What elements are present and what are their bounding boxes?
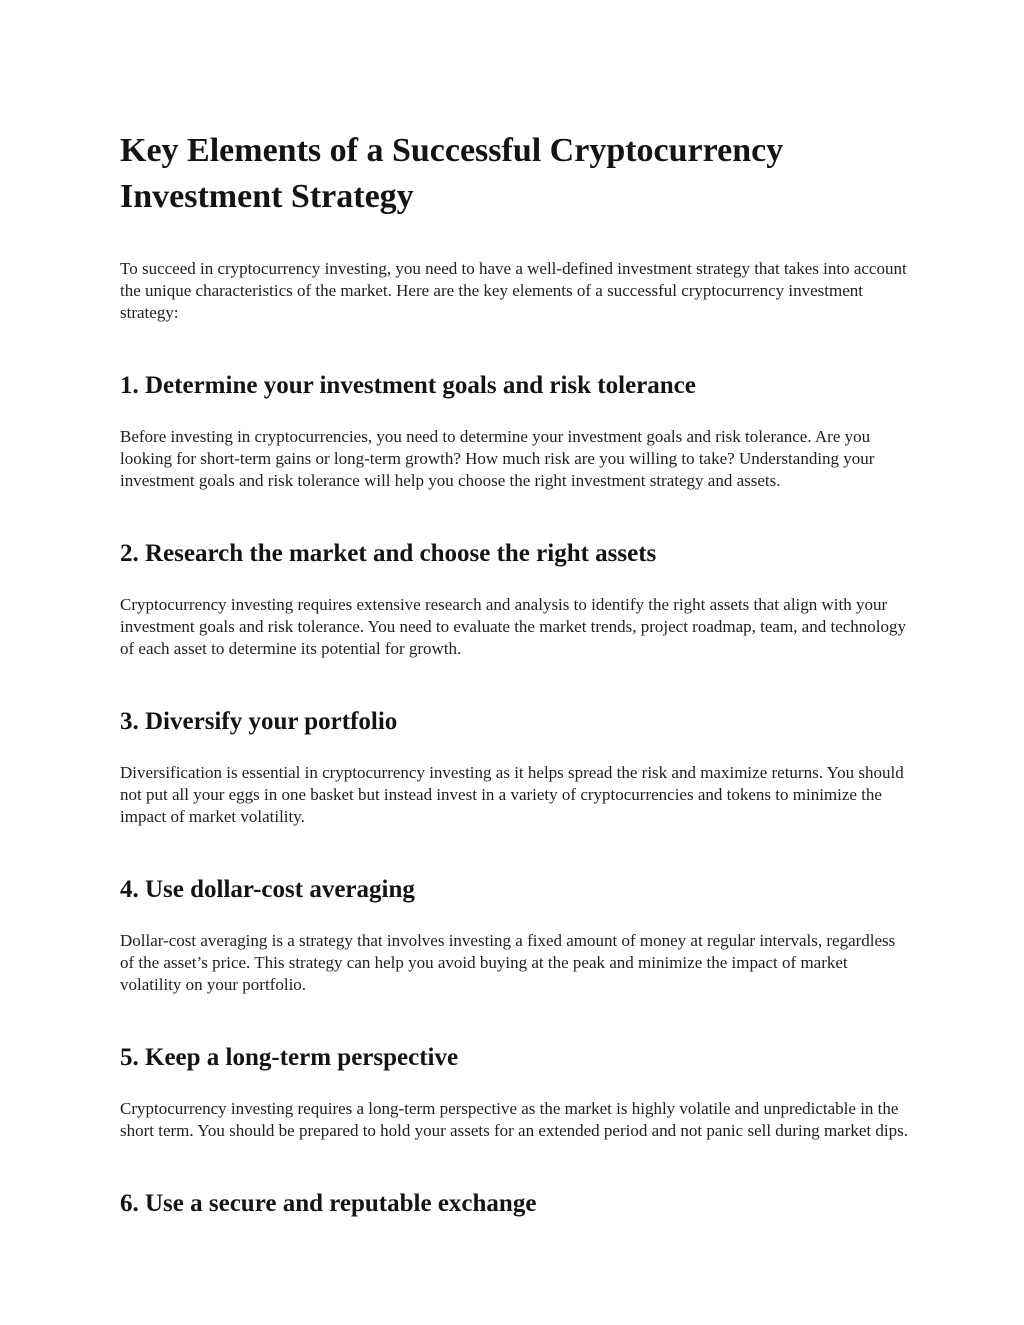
- section-heading: 2. Research the market and choose the right assets: [120, 540, 657, 567]
- section-body: Diversification is essential in cryptocurrency investing as it helps spread the risk and maximize returns. You should not put all your eggs in one basket but instead invest in a variety of cryptocurrencies and tokens to minimize the impact of market volatility.: [120, 763, 904, 826]
- section-long-term: [120, 1042, 910, 1142]
- section-body: Dollar-cost averaging is a strategy that involves investing a fixed amount of money at regular intervals, regardless of the asset’s price. This strategy can help you avoid buying at the peak and minimize the impact of market volatility on your portfolio.: [120, 931, 896, 994]
- section-diversify: [120, 706, 910, 828]
- section-goals: [120, 370, 910, 492]
- intro-paragraph: To succeed in cryptocurrency investing, you need to have a well-defined investment strategy that takes into account the unique characteristics of the market. Here are the key elements of a successful cryptocurrency investment strategy:: [120, 259, 907, 322]
- section-body: Cryptocurrency investing requires extensive research and analysis to identify the right assets that align with your investment goals and risk tolerance. You need to evaluate the market trends, project roadmap, team, and technology of each asset to determine its potential for growth.: [120, 595, 907, 658]
- section-body: Cryptocurrency investing requires a long-term perspective as the market is highly volatile and unpredictable in the short term. You should be prepared to hold your assets for an extended period and not panic sell during market dips.: [120, 1099, 908, 1140]
- section-body: Before investing in cryptocurrencies, you need to determine your investment goals and risk tolerance. Are you looking for short-term gains or long-term growth? How much risk are you willing to take? Understanding your investment goals and risk tolerance will help you choose the right investment strategy and assets.: [120, 427, 875, 490]
- section-exchange: [120, 1188, 910, 1220]
- document-page: [120, 128, 910, 1244]
- section-heading: 5. Keep a long-term perspective: [120, 1044, 459, 1071]
- section-research: [120, 538, 910, 660]
- section-heading: 6. Use a secure and reputable exchange: [120, 1190, 537, 1217]
- section-heading: 1. Determine your investment goals and risk tolerance: [120, 372, 696, 399]
- section-heading: 4. Use dollar-cost averaging: [120, 876, 415, 903]
- page-title: Key Elements of a Successful Cryptocurrency Investment Strategy: [120, 132, 784, 215]
- section-dca: [120, 874, 910, 996]
- section-heading: 3. Diversify your portfolio: [120, 708, 398, 735]
